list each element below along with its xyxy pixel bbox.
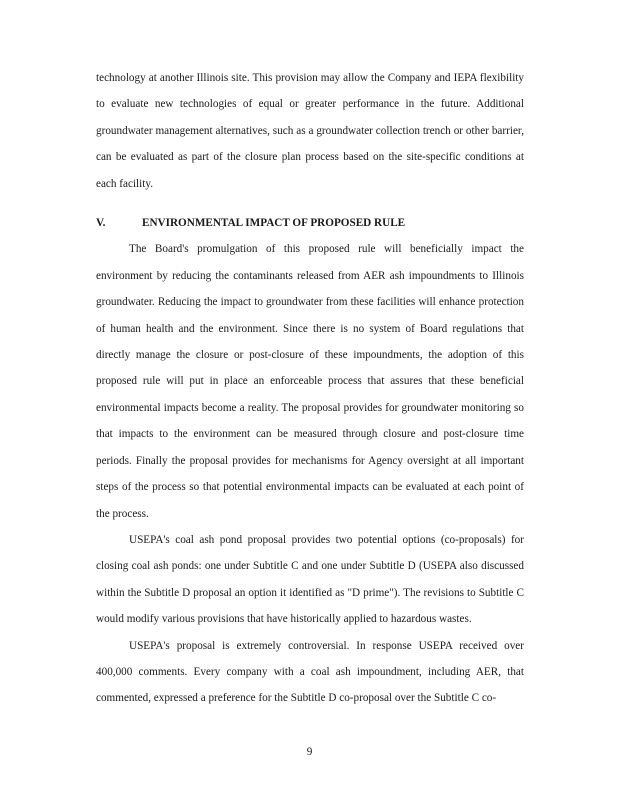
paragraph-usepa-proposal: USEPA's coal ash pond proposal provides two potential options (co-proposals) for closing coal ash ponds: one under Subtitle C and one under Subtitle D (USEPA also discussed within the Subtitle D proposal an option it identified as "D prime"). The revisions to Subtitle C would modify various provisions that have historically applied to hazardous wastes. xyxy=(96,533,524,626)
section-heading xyxy=(96,210,524,236)
section-title: ENVIRONMENTAL IMPACT OF PROPOSED RULE xyxy=(142,217,406,230)
page-number: 9 xyxy=(306,746,313,758)
section-number: V. xyxy=(96,217,106,230)
page-content xyxy=(96,65,524,712)
paragraph-continued: technology at another Illinois site. This provision may allow the Company and IEPA flexibility to evaluate new technologies of equal or greater performance in the future. Additional groundwater management alternatives, such as a groundwater collection trench or other barrier, can be evaluated as part of the closure plan process based on the site-specific conditions at each facility. xyxy=(96,72,524,190)
paragraph-controversy: USEPA's proposal is extremely controversial. In response USEPA received over 400,000 comments. Every company with a coal ash impoundment, including AER, that commented, expressed a preference for the Subtitle D co-proposal over the Subtitle C co- xyxy=(96,639,524,705)
paragraph-environmental-impact: The Board's promulgation of this proposed rule will beneficially impact the environment by reducing the contaminants released from AER ash impoundments to Illinois groundwater. Reducing the impact to groundwater from these facilities will enhance protection of human health and the environment. Since there is no system of Board regulations that directly manage the closure or post-closure of these impoundments, the adoption of this proposed rule will put in place an enforceable process that assures that these beneficial environmental impacts become a reality. The proposal provides for groundwater monitoring so that impacts to the environment can be measured through closure and post-closure time periods. Finally the proposal provides for mechanisms for Agency oversight at all important steps of the process so that potential environmental impacts can be evaluated at each point of the process. xyxy=(96,243,524,520)
